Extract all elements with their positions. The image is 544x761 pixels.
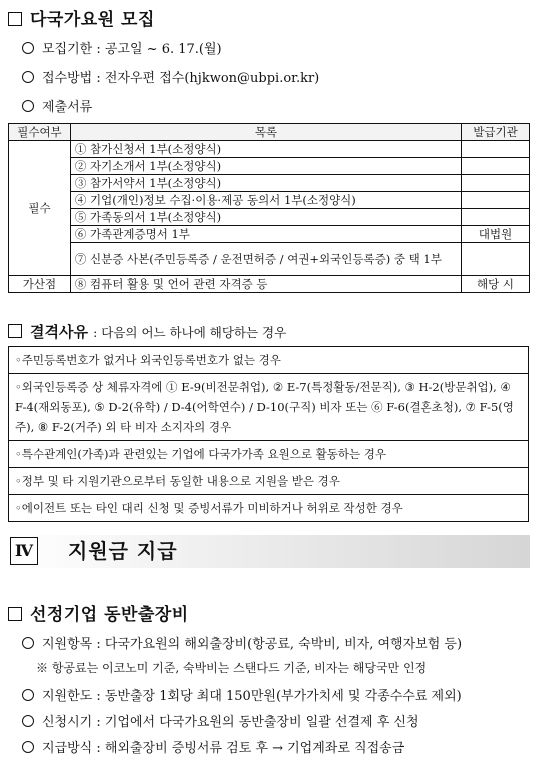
doc-issuer xyxy=(462,175,530,192)
doc-issuer xyxy=(462,243,530,276)
doc-item: ① 참가신청서 1부(소정양식) xyxy=(70,141,461,158)
doc-item: ③ 참가서약서 1부(소정양식) xyxy=(70,175,461,192)
doc-issuer xyxy=(462,158,530,175)
bullet-text: 접수방법 : 전자우편 접수(hjkwon@ubpi.or.kr) xyxy=(42,71,320,86)
doc-item: ⑥ 가족관계증명서 1부 xyxy=(70,226,461,243)
section-title-text: 선정기업 동반출장비 xyxy=(30,605,189,625)
doc-issuer xyxy=(462,192,530,209)
disqualification-subtitle: : 다음의 어느 하나에 해당하는 경우 xyxy=(93,325,287,340)
required-label: 필수 xyxy=(9,141,71,276)
disqualification-list xyxy=(8,346,529,522)
doc-issuer xyxy=(462,209,530,226)
square-bullet-icon xyxy=(8,324,22,338)
bullet-apply-timing xyxy=(22,711,419,730)
doc-item: ⑧ 컴퓨터 활용 및 언어 관련 자격증 등 xyxy=(70,276,461,293)
circle-bullet-icon xyxy=(22,42,34,54)
header-required: 필수여부 xyxy=(9,124,71,141)
reason-item: ◦특수관계인(가족)과 관련있는 기업에 다국가가족 요원으로 활동하는 경우 xyxy=(9,440,528,467)
header-issuer: 발급기관 xyxy=(462,124,530,141)
chapter-number: Ⅳ xyxy=(10,537,38,565)
doc-issuer xyxy=(462,141,530,158)
header-list: 목록 xyxy=(70,124,461,141)
bullet-text: 지급방식 : 해외출장비 증빙서류 검토 후 → 기업계좌로 직접송금 xyxy=(42,741,405,756)
section-title-text: 다국가요원 모집 xyxy=(30,10,155,30)
square-bullet-icon xyxy=(8,607,22,621)
circle-bullet-icon xyxy=(22,689,34,701)
bullet-text: 지원항목 : 다국가요원의 해외출장비(항공료, 숙박비, 비자, 여행자보험 등) xyxy=(42,637,463,652)
section-title-travel xyxy=(8,600,189,625)
circle-bullet-icon xyxy=(22,741,34,753)
note-airfare: ※ 항공료는 이코노미 기준, 숙박비는 스탠다드 기준, 비자는 해당국만 인정 xyxy=(36,661,427,675)
reason-item: ◦주민등록번호가 없거나 외국인등록번호가 없는 경우 xyxy=(15,353,281,367)
bullet-text: 제출서류 xyxy=(42,100,93,115)
square-bullet-icon xyxy=(8,12,22,26)
bullet-deadline xyxy=(22,38,222,57)
doc-item: ⑦ 신분증 사본(주민등록증 / 운전면허증 / 여권+외국인등록증) 중 택 1부 xyxy=(70,243,461,276)
reason-item: ◦정부 및 타 지원기관으로부터 동일한 내용으로 지원을 받은 경우 xyxy=(9,467,528,494)
doc-issuer: 대법원 xyxy=(462,226,530,243)
bullet-text: 지원한도 : 동반출장 1회당 최대 150만원(부가가치세 및 각종수수료 제외) xyxy=(42,689,462,704)
bullet-payment-method xyxy=(22,737,404,756)
doc-item: ⑤ 가족동의서 1부(소정양식) xyxy=(70,209,461,226)
optional-label: 가산점 xyxy=(9,276,71,293)
doc-issuer: 해당 시 xyxy=(462,276,530,293)
section-title-recruitment xyxy=(8,5,155,30)
chapter-title: 지원금 지급 xyxy=(68,539,178,563)
bullet-documents xyxy=(22,96,92,115)
bullet-text: 모집기한 : 공고일 ~ 6. 17.(월) xyxy=(42,42,222,57)
reason-item: ◦외국인등록증 상 체류자격에 ① E-9(비전문취업), ② E-7(특정활동/전문직), ③ H-2(방문취업), ④ F-4(재외동포), ⑤ D-2(유학) / D-4(어학연수) / D-10(구직) 비자 또는 ⑥ F-6(결혼초청), ⑦ F-5(영주), ⑧ F-2(거주) 외 타 비자 소지자의 경우 xyxy=(9,373,528,440)
bullet-support-items xyxy=(22,633,462,652)
circle-bullet-icon xyxy=(22,637,34,649)
bullet-method xyxy=(22,67,319,86)
bullet-support-limit xyxy=(22,685,462,704)
circle-bullet-icon xyxy=(22,71,34,83)
disqualification-title: 결격사유 xyxy=(30,323,88,341)
reason-item: ◦에이전트 또는 타인 대리 신청 및 증빙서류가 미비하거나 허위로 작성한 경우 xyxy=(9,494,528,521)
bullet-text: 신청시기 : 기업에서 다국가요원의 동반출장비 일괄 선결제 후 신청 xyxy=(42,715,419,730)
circle-bullet-icon xyxy=(22,100,34,112)
doc-item: ④ 기업(개인)정보 수집·이용·제공 동의서 1부(소정양식) xyxy=(70,192,461,209)
documents-table xyxy=(8,123,530,293)
disqualification-heading xyxy=(8,321,286,342)
doc-item: ② 자기소개서 1부(소정양식) xyxy=(70,158,461,175)
circle-bullet-icon xyxy=(22,715,34,727)
